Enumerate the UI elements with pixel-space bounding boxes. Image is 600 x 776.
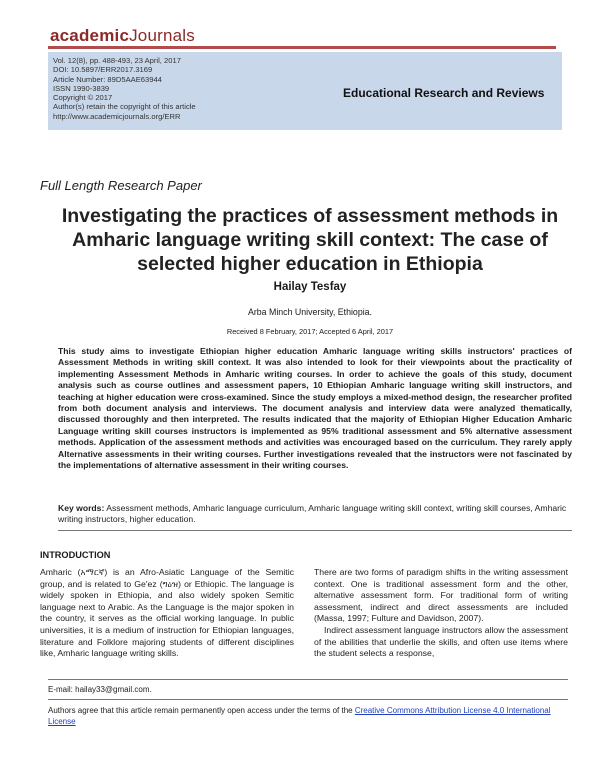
meta-volume: Vol. 12(8), pp. 488-493, 23 April, 2017 [53,56,181,65]
intro-paragraph-2: There are two forms of paradigm shifts in the writing assessment context. One is traditional assessment form and the other, alternative assessment form. For traditional form of writing assessment, indirect and direct assessments are included (Massa, 1997; Fulture and Davidson, 2007). [314,567,568,624]
meta-url[interactable]: http://www.academicjournals.org/ERR [53,111,181,121]
intro-paragraph-1: Amharic (አማርኛ) is an Afro-Asiatic Language of the Semitic group, and is related to Ge'ez (ግዕዝ) or Ethiopic. The language is widely spoken in Ethiopia, and also widely spoken Semitic language next to Arabic. As the Language is the major spoken in the country, it serves as the official working language. In public universities, it is a medium of instruction for Ethiopian languages, literature and Folklore majoring students of different disciplines like, Amharic language writing skills. [40,567,294,659]
license-text: Authors agree that this article remain permanently open access under the terms of the [48,706,353,715]
footer-divider-bottom [48,699,568,700]
intro-paragraph-3: Indirect assessment language instructors allow the assessment of the abilities that underlie the skills, and often use items where the student selects a response, [314,624,568,659]
author-email[interactable]: E-mail: hailay33@gmail.com. [48,685,152,694]
abstract: This study aims to investigate Ethiopian higher education Amharic language writing skills instructors' practices of Assessment Methods in writing skill context. It was also intended to look for their viewpoints about the practicality of implementing Assessment Methods in Amharic writing courses. In order to achieve the goals of this study, document analysis such as course outlines and assessment papers, 10 Ethiopian Amharic language writing skill instructors, and teaching at higher education were cross-examined. Since the study employs a mixed-method design, the researcher profited from both document analysis and interviews. The document analysis and interview data were analyzed thematically, discussed thoroughly and then interpreted. The results indicated that the majority of Ethiopian Higher Education Amharic Language writing skill courses instructors is implemented as 95% traditional assessment and 5% alternative assessment methods. Application of the assessment methods and activities was encouraged based on the curriculum. They rarely apply Alternative assessments in their writing courses. Further investigations revealed that the instructors were not fascinated by the implementations of alternative assessment in their writing courses. [58,346,572,471]
license-link[interactable]: Creative Commons Attribution License 4.0 International License [48,706,551,726]
keywords [58,503,572,526]
author-name: Hailay Tesfay [273,281,347,293]
author-affiliation: Arba Minch University, Ethiopia. [247,307,373,317]
paper-title: Investigating the practices of assessment methods in Amharic language writing skill context: The case of selected higher education in Ethiopia [61,205,559,275]
journal-name: Educational Research and Reviews [343,86,545,100]
left-column [40,567,294,660]
meta-doi: DOI: 10.5897/ERR2017.3169 [53,65,153,75]
meta-copyright: Copyright © 2017 [53,93,113,103]
logo-underline [48,46,556,49]
right-column [314,567,568,660]
logo-text-journals: Journals [129,26,195,45]
keywords-text: Assessment methods, Amharic language curriculum, Amharic language writing skill context, writing skill courses, Amharic writing instructors, higher education. [58,503,567,525]
license-notice [48,705,568,727]
logo-text-academic: academic [50,26,130,45]
journal-logo [50,26,195,46]
received-dates: Received 8 February, 2017; Accepted 6 April, 2017 [226,327,394,336]
footer-divider-top [48,679,568,680]
meta-issn: ISSN 1990-3839 [53,83,110,93]
article-meta [53,56,196,121]
keywords-label: Key words: [58,503,105,513]
section-heading-introduction: INTRODUCTION [40,550,111,560]
meta-article-number: Article Number: 89D5AAE63944 [53,74,162,84]
abstract-divider [58,530,572,531]
meta-rights: Author(s) retain the copyright of this article [53,102,196,112]
paper-type: Full Length Research Paper [40,178,202,193]
